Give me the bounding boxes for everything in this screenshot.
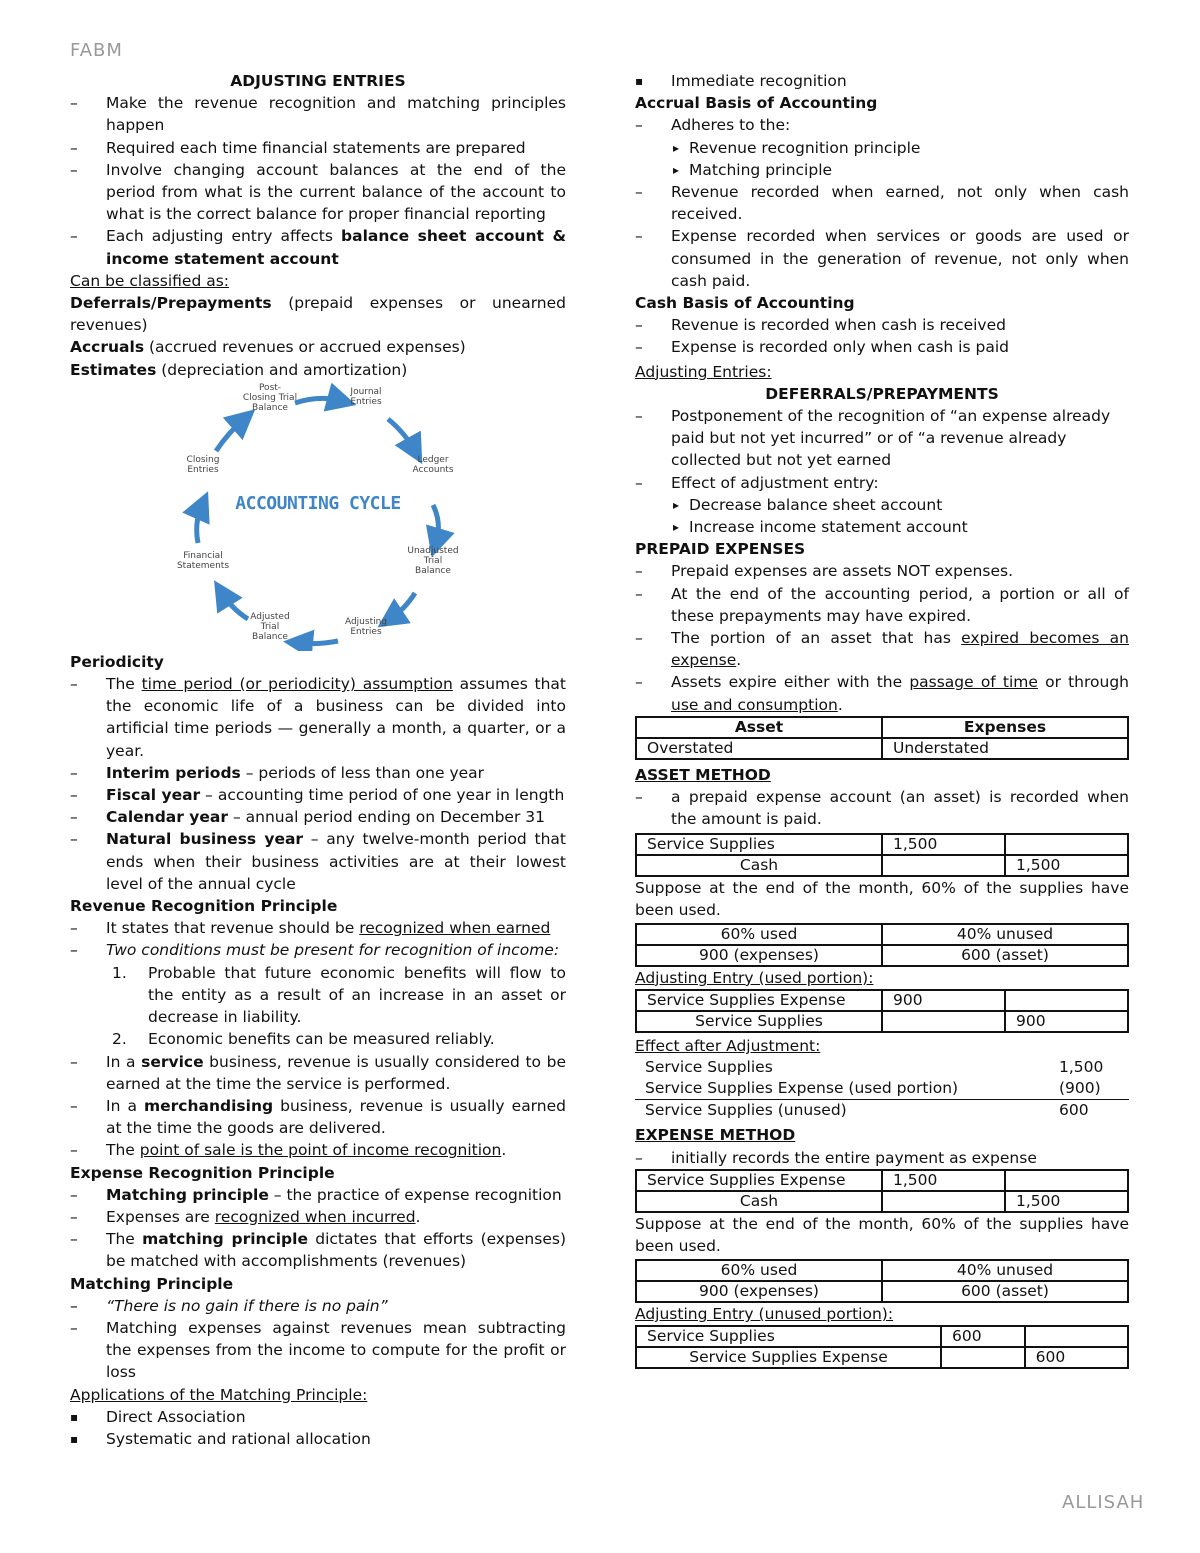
cycle-center-title: ACCOUNTING CYCLE (235, 492, 401, 514)
table-cell: 600 (asset) (882, 1281, 1128, 1302)
list-item: – Effect of adjustment entry: (635, 472, 1129, 494)
table-cell (1005, 1170, 1128, 1191)
cycle-post-closing: Post- Closing Trial Balance (242, 382, 298, 413)
list-item: – Calendar year – annual period ending on December 31 (70, 806, 566, 828)
table-cell: Service Supplies (636, 834, 882, 855)
cycle-adjusted: Adjusted Trial Balance (250, 611, 290, 642)
table-row (636, 1011, 1128, 1032)
matching-title: Matching Principle (70, 1274, 234, 1293)
prepaid-title: PREPAID EXPENSES (635, 540, 806, 559)
list-item: – At the end of the accounting period, a portion or all of these prepayments may have expired. (635, 583, 1129, 627)
table-row (636, 855, 1128, 876)
split-table (635, 1259, 1129, 1303)
table-cell: 900 (expenses) (636, 1281, 882, 1302)
numbered-item: 1. Probable that future economic benefits will flow to the entity as a result of an increase in an asset or decrease in liability. (112, 963, 566, 1027)
adjusting-entry-title: Adjusting Entry (used portion): (635, 968, 874, 987)
table-cell: 600 (941, 1326, 1025, 1347)
table-row (636, 1281, 1128, 1302)
table-cell: Overstated (636, 738, 882, 759)
list-item: – In a service business, revenue is usually considered to be earned at the time the service is performed. (70, 1051, 566, 1095)
classification-deferrals: Deferrals/Prepayments (prepaid expenses or unearned revenues) (70, 294, 566, 335)
arrow-icon (197, 505, 202, 543)
cycle-ledger: Ledger Accounts (412, 454, 454, 475)
periodicity-title: Periodicity (70, 652, 164, 671)
cash-title: Cash Basis of Accounting (635, 294, 855, 313)
list-item: – Interim periods – periods of less than one year (70, 762, 566, 784)
table-cell: Cash (636, 855, 882, 876)
list-item: – The matching principle dictates that efforts (expenses) be matched with accomplishments (revenues) (70, 1228, 566, 1272)
list-item: – “There is no gain if there is no pain” (70, 1295, 566, 1317)
suppose-text: Suppose at the end of the month, 60% of the supplies have been used. (635, 1214, 1129, 1255)
list-item: – Required each time financial statements are prepared (70, 137, 566, 159)
list-item: – The point of sale is the point of income recognition. (70, 1139, 566, 1161)
list-item: – Prepaid expenses are assets NOT expenses. (635, 560, 1129, 582)
table-cell: (900) (1059, 1079, 1101, 1098)
arrow-icon (388, 419, 415, 451)
asset-method-title: ASSET METHOD (635, 765, 771, 784)
table-header: Asset (636, 717, 882, 738)
list-item: – Adheres to the: (635, 114, 1129, 136)
bullet-item: ▪ Immediate recognition (635, 70, 1129, 92)
table-row (636, 1347, 1128, 1368)
list-item: – Natural business year – any twelve-month period that ends when their business activities are at their lowest level of the annual cycle (70, 828, 566, 895)
list-item: – Two conditions must be present for recognition of income: (70, 939, 566, 961)
list-item: – Revenue recorded when earned, not only when cash received. (635, 181, 1129, 225)
table-cell: 600 (asset) (882, 945, 1128, 966)
table-cell (1025, 1326, 1128, 1347)
adjusting-entry-title: Adjusting Entry (unused portion): (635, 1305, 894, 1324)
table-cell: Cash (636, 1191, 882, 1212)
table-cell: 60% used (636, 1260, 882, 1281)
table-row (636, 945, 1128, 966)
asset-expense-table (635, 716, 1129, 760)
list-item: – a prepaid expense account (an asset) is recorded when the amount is paid. (635, 786, 1129, 830)
journal-table (635, 833, 1129, 877)
cycle-unadjusted: Unadjusted Trial Balance (407, 545, 459, 576)
table-cell: Understated (882, 738, 1128, 759)
arrow-icon (390, 593, 415, 619)
table-cell: 900 (expenses) (636, 945, 882, 966)
classification-accruals: Accruals (accrued revenues or accrued expenses) (70, 338, 466, 357)
effect-table (635, 1057, 1129, 1121)
table-row (636, 1170, 1128, 1191)
right-column (635, 70, 1129, 1369)
list-item: – Assets expire either with the passage of time or through use and consumption. (635, 671, 1129, 715)
list-item: – Involve changing account balances at the end of the period from what is the current balance of the account to what is the correct balance for proper financial reporting (70, 159, 566, 226)
page-footer: ALLISAH (1062, 1492, 1145, 1513)
cycle-adjusting: Adjusting Entries (344, 616, 388, 637)
left-column (70, 70, 566, 1450)
table-row (636, 924, 1128, 945)
table-row (635, 1078, 1129, 1100)
table-cell: Service Supplies Expense (636, 1347, 941, 1368)
sub-item: ▸ Matching principle (635, 159, 1129, 181)
bullet-item: ▪ Direct Association (70, 1406, 566, 1428)
table-cell: 900 (1005, 1011, 1128, 1032)
table-cell: Service Supplies (636, 1011, 882, 1032)
effect-title: Effect after Adjustment: (635, 1037, 821, 1056)
table-cell: 1,500 (882, 834, 1005, 855)
list-item: – Postponement of the recognition of “an expense already paid but not yet incurred” or of “a revenue already collected but not yet earned (635, 405, 1129, 472)
suppose-text: Suppose at the end of the month, 60% of the supplies have been used. (635, 878, 1129, 919)
adjusting-entry-table (635, 1325, 1129, 1369)
table-cell: 1,500 (1005, 1191, 1128, 1212)
list-item: – Matching principle – the practice of expense recognition (70, 1184, 566, 1206)
table-cell: 1,500 (1059, 1058, 1104, 1077)
table-cell: 40% unused (882, 924, 1128, 945)
table-header: Expenses (882, 717, 1128, 738)
list-item: – It states that revenue should be recognized when earned (70, 917, 566, 939)
cycle-journal: Journal Entries (350, 386, 382, 407)
expense-method-title: EXPENSE METHOD (635, 1126, 796, 1145)
deferrals-title: DEFERRALS/PREPAYMENTS (765, 384, 999, 403)
subheading: Can be classified as: (70, 271, 230, 290)
page-header: FABM (70, 40, 123, 61)
sub-item: ▸ Revenue recognition principle (635, 137, 1129, 159)
table-row (636, 717, 1128, 738)
list-item: – Matching expenses against revenues mean subtracting the expenses from the income to compute for the profit or loss (70, 1317, 566, 1384)
table-cell: 600 (1025, 1347, 1128, 1368)
table-cell (1005, 834, 1128, 855)
list-item: – In a merchandising business, revenue is usually earned at the time the goods are delivered. (70, 1095, 566, 1139)
table-cell: 600 (1059, 1101, 1089, 1120)
cycle-financial: Financial Statements (176, 550, 230, 571)
list-item: – The time period (or periodicity) assumption assumes that the economic life of a business can be divided into artificial time periods — generally a month, a quarter, or a year. (70, 673, 566, 762)
list-item: – Make the revenue recognition and matching principles happen (70, 92, 566, 136)
table-row (635, 1100, 1129, 1122)
table-cell (1005, 990, 1128, 1011)
table-cell (882, 1191, 1005, 1212)
table-cell: 60% used (636, 924, 882, 945)
table-cell: Service Supplies Expense (636, 990, 882, 1011)
numbered-item: 2. Economic benefits can be measured reliably. (112, 1030, 495, 1049)
list-item: – Revenue is recorded when cash is received (635, 314, 1129, 336)
journal-table (635, 1169, 1129, 1213)
section-title: ADJUSTING ENTRIES (230, 72, 406, 90)
accounting-cycle-diagram (70, 381, 566, 651)
list-item: – Expense is recorded only when cash is paid (635, 336, 1129, 358)
table-cell: Service Supplies (unused) (645, 1101, 847, 1120)
list-item: – Expense recorded when services or goods are used or consumed in the generation of revenue, not only when cash paid. (635, 225, 1129, 292)
cycle-arrows (70, 381, 566, 651)
table-cell: Service Supplies (645, 1058, 773, 1077)
accrual-title: Accrual Basis of Accounting (635, 94, 878, 113)
table-cell: 900 (882, 990, 1005, 1011)
table-cell (882, 1011, 1005, 1032)
applications-title: Applications of the Matching Principle: (70, 1385, 368, 1404)
sub-item: ▸ Decrease balance sheet account (635, 494, 1129, 516)
table-row (636, 1260, 1128, 1281)
table-cell: 1,500 (1005, 855, 1128, 876)
table-row (636, 1326, 1128, 1347)
table-cell: Service Supplies (636, 1326, 941, 1347)
list-item: – initially records the entire payment as expense (635, 1147, 1129, 1169)
list-item: – The portion of an asset that has expired becomes an expense. (635, 627, 1129, 671)
table-cell: 40% unused (882, 1260, 1128, 1281)
table-cell: Service Supplies Expense (636, 1170, 882, 1191)
table-cell (941, 1347, 1025, 1368)
classification-estimates: Estimates (depreciation and amortization) (70, 360, 408, 379)
adjusting-subtitle: Adjusting Entries: (635, 362, 772, 381)
table-row (635, 1057, 1129, 1078)
arrow-icon (433, 505, 438, 543)
list-item: – Fiscal year – accounting time period of one year in length (70, 784, 566, 806)
table-cell: 1,500 (882, 1170, 1005, 1191)
bullet-item: ▪ Systematic and rational allocation (70, 1428, 566, 1450)
revenue-title: Revenue Recognition Principle (70, 897, 338, 916)
adjusting-entry-table (635, 989, 1129, 1033)
list-item: – Each adjusting entry affects balance sheet account & income statement account (70, 225, 566, 269)
sub-item: ▸ Increase income statement account (635, 516, 1129, 538)
table-row (636, 1191, 1128, 1212)
table-cell (882, 855, 1005, 876)
table-cell: Service Supplies Expense (used portion) (645, 1079, 959, 1098)
split-table (635, 923, 1129, 967)
arrow-icon (216, 419, 244, 451)
expense-title: Expense Recognition Principle (70, 1163, 335, 1182)
list-item: – Expenses are recognized when incurred. (70, 1206, 566, 1228)
table-row (636, 738, 1128, 759)
table-row (636, 990, 1128, 1011)
cycle-closing: Closing Entries (186, 454, 220, 475)
table-row (636, 834, 1128, 855)
